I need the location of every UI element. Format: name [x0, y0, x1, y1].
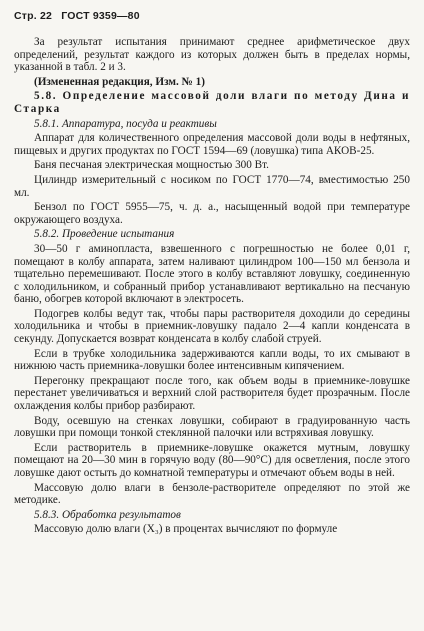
paragraph-apparatus: Аппарат для количественного определения массовой доли воды в нефтяных, пищевых и других продуктах по ГОСТ 1594—69 (ловушка) типа АКОВ-25.: [14, 132, 410, 157]
paragraph-stop-distillation: Перегонку прекращают после того, как объем воды в приемнике-ловушке перестанет увеличиваться и верхний слой растворителя будет прозрачным. После охлаждения колбы прибор разбирают.: [14, 374, 410, 413]
paragraph-formula-intro: Массовую долю влаги (X₃) в процентах вычисляют по формуле: [34, 523, 338, 536]
page-header: [14, 10, 146, 22]
paragraph-bath: Баня песчаная электрическая мощностью 300 Вт.: [34, 159, 269, 172]
page-number: Стр. 22: [14, 10, 53, 22]
paragraph-heating: Подогрев колбы ведут так, чтобы пары растворителя доходили до середины холодильника и чтобы в приемник-ловушку падало 2—4 капли конденсата в секунду. Допускается возврат конденсата в колбу слабой струей.: [14, 307, 410, 346]
section-5-8-heading: 5.8. Определение массовой доли влаги по методу Дина и Старка: [14, 90, 410, 115]
paragraph-condenser: Если в трубке холодильника задерживаются капли воды, то их смывают в нижнюю часть приемника-ловушки более интенсивным кипячением.: [14, 347, 410, 373]
paragraph-result: За результат испытания принимают среднее арифметическое двух определений, результат каждого из которых должен быть в пределах нормы, указанной в табл. 2 и 3.: [14, 36, 410, 74]
section-5-8-1-heading: 5.8.1. Аппаратура, посуда и реактивы: [34, 117, 217, 130]
paragraph-solvent-moisture: Массовую долю влаги в бензоле-растворителе определяют по этой же методике.: [14, 481, 410, 507]
paragraph-turbid-solvent: Если растворитель в приемнике-ловушке окажется мутным, ловушку помещают на 20—30 мин в горячую воду (80—90°С) для осветления, после этого ловушке дают остыть до комнатной температуры и отмечают объем воды в ней.: [14, 441, 410, 479]
paragraph-procedure: 30—50 г аминопласта, взвешенного с погрешностью не более 0,01 г, помещают в колбу аппарата, затем наливают цилиндром 100—150 мл бензола и тщательно перемешивают. После этого в колбу вставляют ловушку, соединенную с холодильником, и собранный прибор устанавливают вертикально на песчаную баню, обогрев которой включают в электросеть.: [14, 242, 410, 306]
paragraph-benzene: Бензол по ГОСТ 5955—75, ч. д. а., насыщенный водой при температуре окружающего воздуха.: [14, 201, 410, 226]
paragraph-cylinder: Цилиндр измерительный с носиком по ГОСТ 1770—74, вместимостью 250 мл.: [14, 173, 410, 199]
standard-code: ГОСТ 9359—80: [61, 10, 140, 22]
document-body: [14, 36, 410, 538]
amendment-note: (Измененная редакция, Изм. № 1): [34, 75, 205, 88]
paragraph-collect-water: Воду, осевшую на стенках ловушки, собирают в градуированную часть ловушки при помощи тонкой стеклянной палочки или встряхивая ловушку.: [14, 414, 410, 440]
section-5-8-2-heading: 5.8.2. Проведение испытания: [34, 228, 175, 241]
section-5-8-3-heading: 5.8.3. Обработка результатов: [34, 508, 181, 521]
